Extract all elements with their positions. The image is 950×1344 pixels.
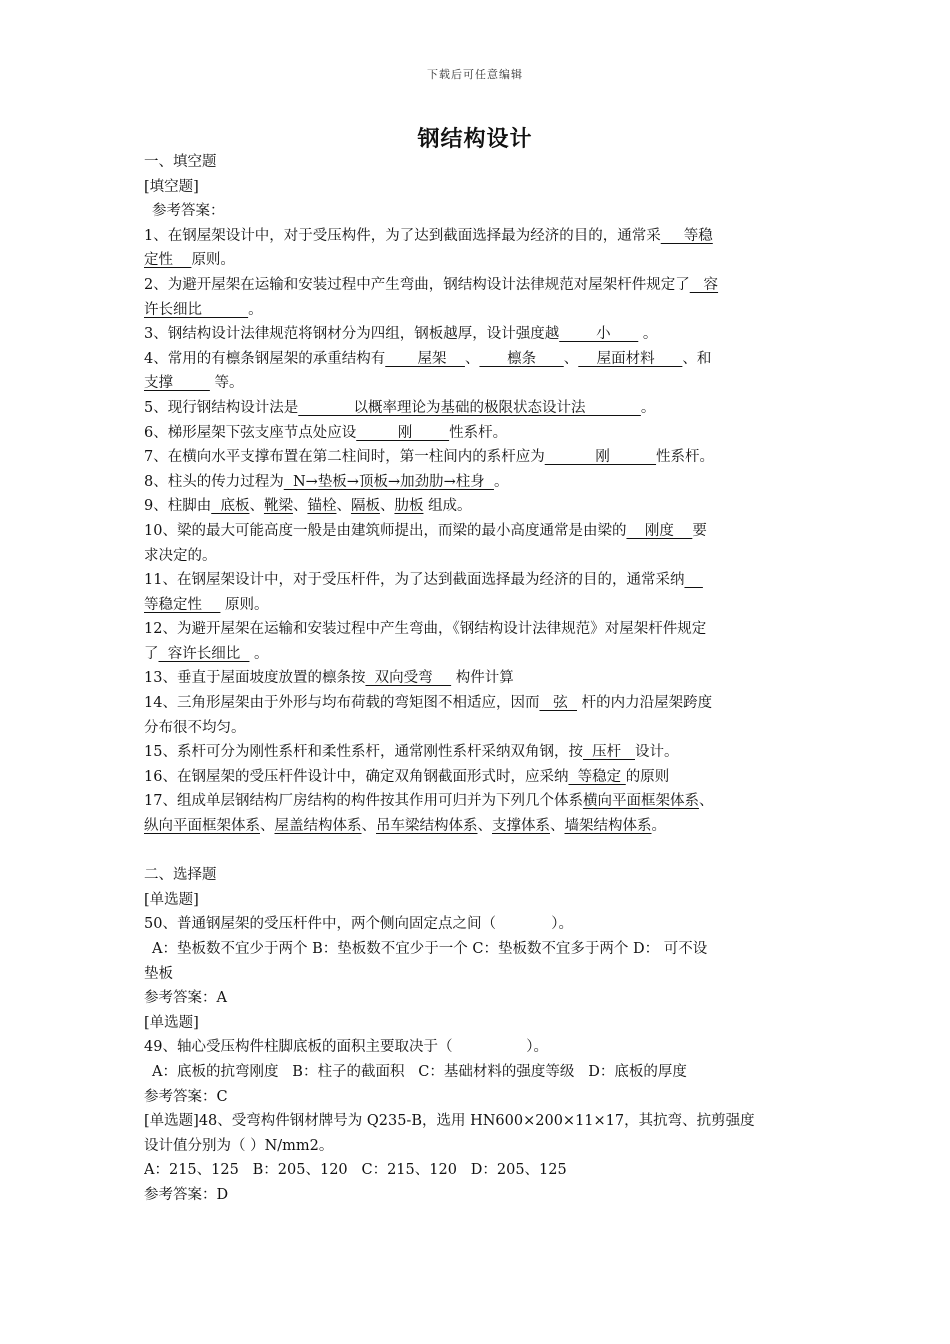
spacer: [144, 839, 814, 864]
question-14: 14、三角形屋架由于外形与均布荷载的弯矩图不相适应，因而 弦 杆的内力沿屋架跨度: [144, 695, 713, 712]
question-14-cont: 分布很不均匀。: [144, 719, 246, 736]
question-48-stem: [单选题]48、受弯构件钢材牌号为 Q235-B，选用 HN600×200×11×17，其抗弯、抗剪强度: [144, 1113, 755, 1130]
question-13: 13、垂直于屋面坡度放置的檩条按 双向受弯 构件计算: [144, 670, 514, 687]
question-10: 10、梁的最大可能高度一般是由建筑师提出，而梁的最小高度通常是由梁的 刚度 要: [144, 522, 707, 539]
question-50-options: A：垫板数不宜少于两个 B：垫板数不宜少于一个 C：垫板数不宜多于两个 D： 可不设: [152, 941, 708, 957]
question-3: 3、钢结构设计法律规范将钢材分为四组，钢板越厚，设计强度越 小 。: [144, 326, 658, 343]
question-10-cont: 求决定的。: [144, 547, 217, 564]
section-heading: 一、填空题: [144, 154, 217, 170]
question-48-stem-cont: 设计值分别为（ ）N/mm2。: [144, 1137, 334, 1154]
question-9: 9、柱脚由 底板、靴梁、锚栓、隔板、肋板 组成。: [144, 498, 472, 515]
question-type-tag: [填空题]: [144, 178, 199, 195]
question-49-stem: 49、轴心受压构件柱脚底板的面积主要取决于（ ）。: [144, 1039, 548, 1056]
question-50-options-cont: 垫板: [144, 965, 173, 982]
question-type-tag: [单选题]: [144, 1014, 199, 1031]
question-50-answer: 参考答案：A: [144, 990, 227, 1007]
question-2: 2、为避开屋架在运输和安装过程中产生弯曲，钢结构设计法律规范对屋架杆件规定了 容: [144, 276, 719, 293]
answer-label: 参考答案：: [152, 203, 225, 220]
question-16: 16、在钢屋架的受压杆件设计中，确定双角钢截面形式时，应采纳 等稳定 的原则: [144, 768, 670, 785]
question-6: 6、梯形屋架下弦支座节点处应设 刚 性系杆。: [144, 424, 508, 441]
question-49-answer: 参考答案：C: [144, 1088, 228, 1105]
question-4: 4、常用的有檩条钢屋架的承重结构有 屋架 、 檩条 、 屋面材料 、和: [144, 350, 712, 367]
question-1: 1、在钢屋架设计中，对于受压构件，为了达到截面选择最为经济的目的，通常采 等稳: [144, 227, 713, 244]
question-50-stem: 50、普通钢屋架的受压杆件中，两个侧向固定点之间（ ）。: [144, 916, 574, 933]
question-49-options: A：底板的抗弯刚度 B：柱子的截面积 C：基础材料的强度等级 D：底板的厚度: [152, 1063, 687, 1080]
page-header: 下载后可任意编辑: [427, 68, 523, 81]
question-type-tag: [单选题]: [144, 891, 199, 908]
document-body: [144, 150, 814, 1208]
question-5: 5、现行钢结构设计法是 以概率理论为基础的极限状态设计法 。: [144, 399, 656, 416]
document-title: 钢结构设计: [417, 126, 533, 152]
question-12-cont: 了 容许长细比 。: [144, 645, 269, 662]
question-1-cont: 定性 原则。: [144, 252, 235, 269]
question-4-cont: 支撑 等。: [144, 375, 244, 392]
question-15: 15、系杆可分为刚性系杆和柔性系杆，通常刚性系杆采纳双角钢，按 压杆 设计。: [144, 744, 679, 761]
question-17: 17、组成单层钢结构厂房结构的构件按其作用可归并为下列几个体系横向平面框架体系、: [144, 793, 714, 810]
question-12: 12、为避开屋架在运输和安装过程中产生弯曲，《钢结构设计法律规范》对屋架杆件规定: [144, 621, 707, 638]
question-48-answer: 参考答案：D: [144, 1186, 229, 1203]
question-11: 11、在钢屋架设计中，对于受压杆件，为了达到截面选择最为经济的目的，通常采纳: [144, 572, 685, 589]
question-8: 8、柱头的传力过程为 N→垫板→顶板→加劲肋→柱身 。: [144, 473, 509, 490]
question-48-options: A：215、125 B：205、120 C：215、120 D：205、125: [144, 1162, 567, 1179]
question-2-cont: 许长细比 。: [144, 301, 263, 318]
question-17-cont: 纵向平面框架体系、屋盖结构体系、吊车梁结构体系、支撑体系、墙架结构体系。: [144, 818, 666, 835]
section-heading-2: 二、选择题: [144, 867, 217, 884]
question-11-cont: 等稳定性 原则。: [144, 596, 269, 613]
question-7: 7、在横向水平支撑布置在第二柱间时，第一柱间内的系杆应为 刚 性系杆。: [144, 449, 715, 466]
